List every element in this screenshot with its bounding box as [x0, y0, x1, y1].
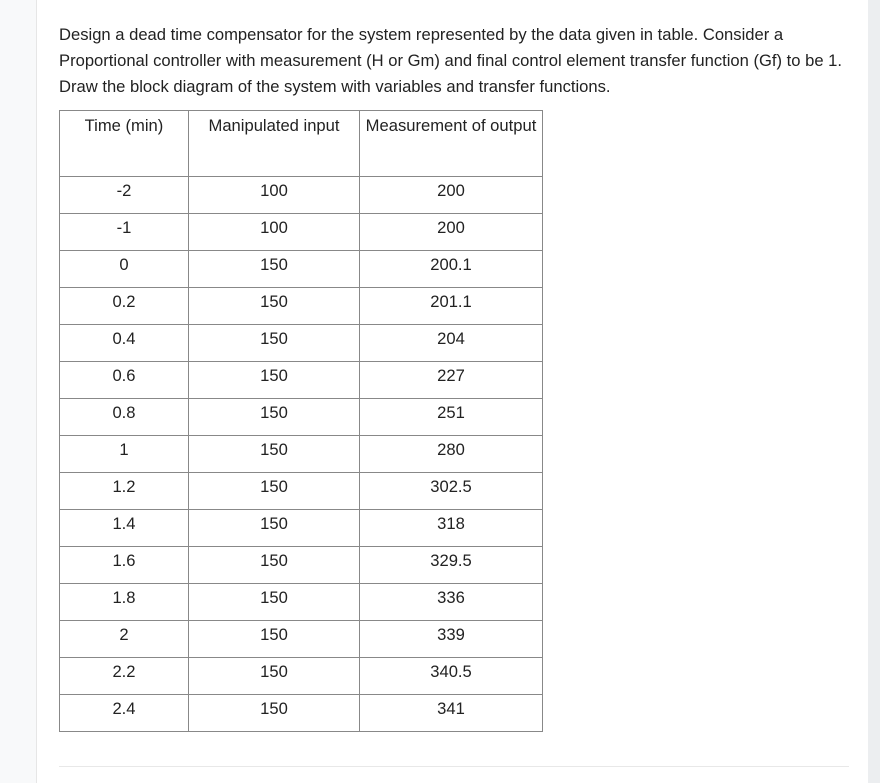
table-row	[60, 436, 543, 473]
cell-manipulated-input: 150	[189, 584, 360, 621]
table-row	[60, 510, 543, 547]
cell-measurement: 251	[360, 399, 543, 436]
cell-measurement: 200.1	[360, 251, 543, 288]
cell-measurement: 302.5	[360, 473, 543, 510]
cell-time: 0.4	[60, 325, 189, 362]
cell-manipulated-input: 150	[189, 325, 360, 362]
cell-time: 0	[60, 251, 189, 288]
cell-time: 0.2	[60, 288, 189, 325]
cell-time: 0.8	[60, 399, 189, 436]
cell-manipulated-input: 100	[189, 214, 360, 251]
cell-time: 1.8	[60, 584, 189, 621]
header-measurement-output: Measurement of output	[360, 111, 543, 177]
cell-manipulated-input: 150	[189, 436, 360, 473]
table-row	[60, 251, 543, 288]
table-row	[60, 362, 543, 399]
cell-measurement: 227	[360, 362, 543, 399]
cell-time: -2	[60, 177, 189, 214]
cell-time: 2	[60, 621, 189, 658]
table-row	[60, 584, 543, 621]
table-row	[60, 177, 543, 214]
cell-manipulated-input: 150	[189, 399, 360, 436]
cell-manipulated-input: 150	[189, 510, 360, 547]
question-card	[36, 0, 869, 783]
cell-measurement: 329.5	[360, 547, 543, 584]
table-row	[60, 399, 543, 436]
cell-time: -1	[60, 214, 189, 251]
cell-measurement: 341	[360, 695, 543, 732]
data-table	[59, 110, 543, 732]
cell-measurement: 200	[360, 214, 543, 251]
table-row	[60, 695, 543, 732]
cell-manipulated-input: 150	[189, 658, 360, 695]
cell-time: 2.2	[60, 658, 189, 695]
cell-measurement: 204	[360, 325, 543, 362]
table-row	[60, 288, 543, 325]
table-row	[60, 547, 543, 584]
cell-manipulated-input: 150	[189, 288, 360, 325]
table-row	[60, 214, 543, 251]
cell-manipulated-input: 150	[189, 362, 360, 399]
cell-time: 2.4	[60, 695, 189, 732]
cell-manipulated-input: 150	[189, 547, 360, 584]
table-header-row	[60, 111, 543, 177]
cell-time: 1	[60, 436, 189, 473]
divider	[59, 766, 849, 767]
cell-measurement: 340.5	[360, 658, 543, 695]
cell-time: 1.6	[60, 547, 189, 584]
cell-manipulated-input: 150	[189, 251, 360, 288]
cell-measurement: 318	[360, 510, 543, 547]
table-row	[60, 325, 543, 362]
cell-measurement: 339	[360, 621, 543, 658]
scrollbar-track[interactable]	[868, 0, 880, 783]
cell-measurement: 280	[360, 436, 543, 473]
table-row	[60, 658, 543, 695]
cell-manipulated-input: 150	[189, 695, 360, 732]
cell-measurement: 200	[360, 177, 543, 214]
header-time: Time (min)	[60, 111, 189, 177]
cell-measurement: 336	[360, 584, 543, 621]
table-row	[60, 621, 543, 658]
cell-measurement: 201.1	[360, 288, 543, 325]
cell-time: 0.6	[60, 362, 189, 399]
header-manipulated-input: Manipulated input	[189, 111, 360, 177]
question-text: Design a dead time compensator for the system represented by the data given in table. Consider a Proportional controller with measurement (H or Gm) and final control element transfer function (Gf) to be 1. Draw the block diagram of the system with variables and transfer functions.	[59, 25, 843, 96]
cell-time: 1.2	[60, 473, 189, 510]
cell-manipulated-input: 100	[189, 177, 360, 214]
cell-time: 1.4	[60, 510, 189, 547]
cell-manipulated-input: 150	[189, 621, 360, 658]
table-row	[60, 473, 543, 510]
cell-manipulated-input: 150	[189, 473, 360, 510]
